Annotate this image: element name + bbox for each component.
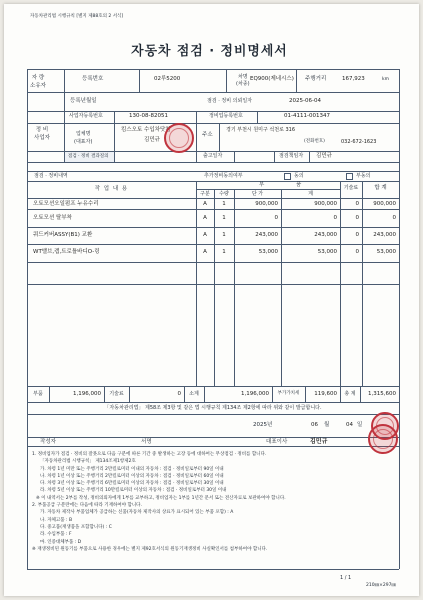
rule [27, 162, 399, 163]
rule [27, 198, 399, 199]
rep-label: 업체명 (대표자) [74, 131, 93, 145]
row-total: 53,000 [376, 249, 396, 255]
rule [296, 69, 297, 92]
phone-label: (전화번호) [304, 139, 325, 144]
rule [27, 123, 399, 124]
row-type: A [203, 215, 207, 221]
rule [27, 284, 399, 285]
rule [196, 111, 197, 151]
vat-label: 부가가치세 [277, 391, 300, 396]
rule [27, 244, 399, 245]
issue-month-unit: 월 [324, 422, 330, 428]
biz-no-label: 사업자등록번호 [69, 113, 103, 119]
rule [196, 189, 340, 190]
rep-seal [368, 424, 398, 454]
subtotal-value: 1,196,000 [241, 391, 269, 397]
note-line: 가. 차령 1년 미만 또는 주행거리 2만킬로미터 이내의 자동차 : 점검 · 정비일로부터 90일 이내 [40, 466, 224, 472]
labor-total-label: 기술료 [109, 391, 124, 397]
row-work: 쿼드커버ASSY(B1) 교환 [33, 232, 93, 238]
rule [274, 151, 275, 162]
disagree-checkbox[interactable] [346, 173, 353, 180]
col-qty-header: 수량 [219, 191, 229, 197]
rule [27, 446, 399, 447]
inspection-date-value: 2025-06-04 [289, 98, 321, 104]
row-unit-price: 243,000 [255, 232, 278, 238]
row-unit-price: 900,000 [255, 201, 278, 207]
issue-day-unit: 일 [357, 422, 363, 428]
grand-total-value: 1,315,600 [368, 391, 396, 397]
rule [234, 151, 235, 162]
note-line: 나. 차령 1년 이상 또는 주행거리 2만킬로미터 이상의 자동차 : 점검 · 정비일로부터 60일 이내 [40, 473, 224, 479]
details-label: 점검 · 정비내역 [34, 173, 68, 179]
row-unit-price: 0 [274, 215, 278, 221]
parts-header-sub: 품 [296, 182, 302, 188]
technician-label: 점검책임자 [279, 153, 304, 159]
labor-header: 기술료 [343, 185, 359, 191]
mileage-label: 주행거리 [305, 76, 327, 82]
author-label: 작성자 [40, 439, 56, 445]
row-type: A [203, 201, 207, 207]
notes-section [32, 451, 394, 553]
rep-sign-label: 대표이사 [266, 439, 288, 445]
reg-no-label: 등록번호 [82, 76, 104, 82]
rule [27, 181, 399, 182]
row-unit-price: 53,000 [258, 249, 278, 255]
rule [219, 123, 220, 151]
row-work: 오토모션오일펌프 누유수리 [33, 201, 99, 207]
technician-value: 김민규 [316, 153, 332, 159]
page-indicator: 1 / 1 [340, 575, 352, 581]
rule [27, 69, 28, 569]
agree-label: 동의 [294, 173, 304, 179]
rule [27, 209, 399, 210]
rule [27, 111, 399, 112]
row-sum: 243,000 [314, 232, 337, 238]
vat-value: 119,600 [314, 391, 337, 397]
row-qty: 1 [222, 249, 226, 255]
rule [27, 227, 399, 228]
owner-label: 자 량 소유자 [30, 75, 46, 90]
release-label: 출고일자 [203, 153, 223, 159]
rule [309, 151, 310, 162]
row-labor: 0 [355, 215, 359, 221]
work-header: 작 업 내 용 [94, 186, 129, 192]
row-labor: 0 [355, 249, 359, 255]
rule [226, 69, 227, 92]
note-line: 가. 자동차 제작사 부품업체가 공급하는 신품(자동차 제작사의 상표가 표시되어 있는 부품 포함) : A [40, 510, 234, 516]
rule [27, 262, 399, 263]
parts-total-label: 부품 [33, 391, 43, 397]
row-work: WT밸브,캡,트로틀바디O-링 [33, 249, 100, 255]
model-value: EQ900(제네시스) [250, 76, 294, 82]
rule [27, 414, 399, 415]
row-qty: 1 [222, 201, 226, 207]
rule [64, 69, 65, 162]
paper-size: 210㎜×297㎜ [366, 583, 396, 588]
company-name: 킴스오토 수입차닷컴 [121, 127, 171, 133]
company-seal [164, 123, 194, 153]
mileage-unit: km [382, 77, 389, 82]
note-line: ※ 이 내역서는 2부를 작성, 정비의뢰자에게 1부를 교부하고, 정비업자는 1부를 1년간 문서 또는 전산자료로 보관하여야 합니다. [36, 495, 286, 501]
rule [27, 171, 399, 172]
issue-day: 04 [346, 422, 353, 428]
note-line: 다. 중고품(재생품을 포함합니다) : C [40, 524, 112, 530]
rule [114, 111, 115, 151]
statement-paper [4, 4, 419, 596]
note-line: 나. 자체고품 : B [40, 517, 73, 523]
row-total: 0 [392, 215, 396, 221]
row-qty: 1 [222, 215, 226, 221]
note-line: 1. 정비업자가 점검 · 정비의 잘못으로 다음 구분에 따른 기간 중 발생하는 고장 등에 대하여는 무상점검 · 정비를 합니다. [32, 452, 267, 457]
note-line: 라. 차령 5년 이상 또는 주행거리 10만킬로미터 이상의 자동차 : 점검 · 정비일로부터 30일 이내 [40, 488, 227, 494]
col-sum-header: 계 [308, 191, 313, 197]
rule [27, 69, 399, 70]
address-label: 주소 [202, 132, 213, 138]
phone-value: 032-672-1623 [341, 139, 377, 145]
shop-reg-label: 정비업등록번호 [209, 113, 243, 119]
signature-label: 서명 [141, 439, 152, 445]
representative-name: 김민규 [144, 137, 160, 143]
col-unit-header: 단 가 [251, 191, 264, 197]
note-line: 마. 인증대체부품 : D [40, 539, 82, 545]
row-sum: 900,000 [314, 201, 337, 207]
note-line: 「자동차관리법 시행규칙」 제134조제1항제2호 [40, 459, 136, 465]
row-total: 243,000 [373, 232, 396, 238]
disagree-label: 부동의 [356, 173, 371, 179]
rule [27, 569, 399, 570]
labor-total-value: 0 [177, 391, 181, 397]
rule [340, 181, 341, 386]
mileage-value: 167,923 [342, 76, 365, 82]
rule [27, 386, 399, 387]
issue-year: 2025년 [253, 422, 273, 428]
row-type: A [203, 232, 207, 238]
total-header: 합 계 [374, 185, 387, 191]
note-line: 라. 수입부품 : F [40, 532, 72, 538]
parts-total-value: 1,196,000 [73, 391, 101, 397]
subtotal-label: 소계 [189, 391, 199, 397]
reg-no-value: 02루5200 [154, 76, 181, 82]
row-qty: 1 [222, 232, 226, 238]
rule [27, 402, 399, 403]
additional-consent-label: 추가정비동의여부 [204, 173, 243, 179]
first-reg-label: 등록년월일 [70, 98, 97, 104]
rule [196, 181, 197, 386]
row-sum: 0 [333, 215, 337, 221]
rule [362, 181, 363, 386]
rule [257, 111, 258, 123]
row-work: 오토모션 탈부착 [33, 215, 72, 221]
declaration-text: 「자동차관리법」 제58조 제3항 및 같은 법 시행규칙 제134조 제2항에 따라 위와 같이 발급합니다. [104, 405, 322, 411]
rule [114, 151, 115, 162]
row-labor: 0 [355, 232, 359, 238]
parts-header: 부 [259, 182, 265, 188]
note-line: ※ 재생정비된 원동기를 부품으로 사용한 경우에는 별지 제92호서식의 원동기재생정비 사실확인서를 첨부하여야 합니다. [32, 546, 268, 552]
rule [27, 92, 399, 93]
issue-month: 06 [311, 422, 318, 428]
regulation-note: 자동차관리법 시행규칙 [별지 제88호의 2 서식] [30, 14, 124, 19]
rep-sign-name: 김민규 [310, 438, 328, 445]
document-title: 자동차 점검 · 정비명세서 [131, 44, 288, 59]
row-labor: 0 [355, 201, 359, 207]
row-sum: 53,000 [317, 249, 337, 255]
note-line: 다. 차령 3년 이상 또는 주행거리 6만킬로미터 이상의 자동차 : 점검 · 정비일로부터 30일 이내 [40, 481, 224, 487]
address-value: 경기 부천시 원미구 석천로 316 [226, 127, 296, 133]
rule [399, 69, 400, 569]
biz-no-value: 130-08-82051 [129, 113, 168, 119]
shop-reg-value: 01-4111-001347 [284, 113, 330, 119]
note-line: 2. 부품공급 구분란에는 다음에 따라 기재하여야 합니다. [32, 503, 142, 509]
model-label: 차명 (차종) [236, 74, 250, 87]
rule [196, 151, 197, 162]
row-type: A [203, 249, 207, 255]
rule [139, 69, 140, 92]
col-type-header: 구분 [200, 191, 210, 197]
results-label: 점검 · 정비 결과질의 [68, 154, 109, 159]
grand-total-label: 총 계 [344, 391, 356, 397]
row-total: 900,000 [373, 201, 396, 207]
rule [27, 437, 399, 438]
agree-checkbox[interactable] [284, 173, 291, 180]
business-label: 정 비 사업자 [34, 127, 50, 142]
inspection-date-label: 점검 · 정비 의뢰일자 [207, 98, 252, 104]
